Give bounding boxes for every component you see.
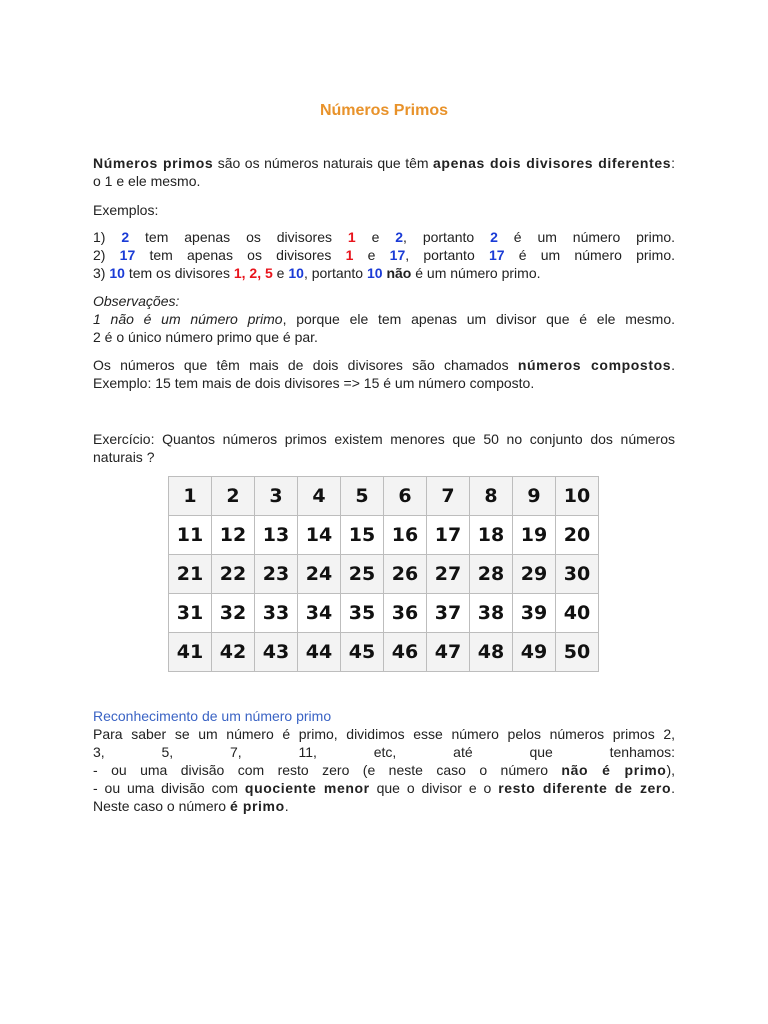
example-2 <box>93 246 675 264</box>
grid-cell: 29 <box>513 555 556 594</box>
grid-cell: 35 <box>341 594 384 633</box>
intro-emphasis: apenas dois divisores diferentes <box>433 155 672 171</box>
recognition-nonzero-remainder: resto diferente de zero <box>498 780 672 796</box>
grid-cell: 8 <box>470 477 513 516</box>
example-2-portanto: , portanto <box>405 247 475 263</box>
recognition-line-5-text: Neste caso o número <box>93 798 227 814</box>
grid-cell: 38 <box>470 594 513 633</box>
intro-paragraph <box>93 154 675 190</box>
grid-cell: 39 <box>513 594 556 633</box>
recognition-heading: Reconhecimento de um número primo <box>93 708 332 724</box>
grid-cell: 33 <box>255 594 298 633</box>
example-3-divisor-b: 10 <box>288 265 304 281</box>
grid-row <box>169 633 599 672</box>
example-1-prefix: 1) <box>93 229 106 245</box>
grid-cell: 18 <box>470 516 513 555</box>
grid-cell: 30 <box>556 555 599 594</box>
grid-cell: 24 <box>298 555 341 594</box>
grid-row <box>169 477 599 516</box>
recognition-lower-quotient: quociente menor <box>244 780 370 796</box>
grid-cell: 45 <box>341 633 384 672</box>
example-1-number-2: 2 <box>490 229 498 245</box>
recognition-line-4 <box>93 779 675 797</box>
page-title: Números Primos <box>319 102 449 119</box>
grid-cell: 43 <box>255 633 298 672</box>
recognition-line-4-end: . <box>671 780 676 796</box>
example-3-negation: não <box>386 265 412 281</box>
example-1-and: e <box>371 229 380 245</box>
grid-cell: 44 <box>298 633 341 672</box>
grid-cell: 4 <box>298 477 341 516</box>
example-3 <box>93 264 675 282</box>
recognition-line-3-text: - ou uma divisão com resto zero (e neste caso o número <box>93 762 548 778</box>
observation-2: 2 é o único número primo que é par. <box>93 329 318 345</box>
grid-cell: 9 <box>513 477 556 516</box>
grid-cell: 40 <box>556 594 599 633</box>
example-2-divisor-a: 1 <box>345 247 354 263</box>
example-2-number-2: 17 <box>488 247 505 263</box>
grid-cell: 28 <box>470 555 513 594</box>
grid-row <box>169 516 599 555</box>
grid-cell: 32 <box>212 594 255 633</box>
grid-cell: 50 <box>556 633 599 672</box>
example-2-and: e <box>367 247 376 263</box>
example-3-conclusion: é um número primo. <box>415 265 541 281</box>
examples-heading: Exemplos: <box>93 202 159 218</box>
composite-term: números compostos <box>517 357 672 373</box>
recognition-is-prime: é primo <box>229 798 285 814</box>
grid-cell: 27 <box>427 555 470 594</box>
example-1-conclusion: é um número primo. <box>513 229 676 245</box>
recognition-line-3-end: ), <box>666 762 675 778</box>
grid-cell: 16 <box>384 516 427 555</box>
grid-cell: 41 <box>169 633 212 672</box>
example-1-text: tem apenas os divisores <box>145 229 332 245</box>
grid-cell: 21 <box>169 555 212 594</box>
example-3-prefix: 3) <box>93 265 106 281</box>
recognition-line-4-mid: que o divisor e o <box>376 780 492 796</box>
example-1-number: 2 <box>121 229 130 245</box>
grid-cell: 6 <box>384 477 427 516</box>
example-2-conclusion: é um número primo. <box>518 247 675 263</box>
observation-1-italic: 1 não é um número primo <box>93 311 283 327</box>
numbers-grid <box>168 476 599 672</box>
example-2-divisor-b: 17 <box>389 247 406 263</box>
grid-cell: 13 <box>255 516 298 555</box>
grid-cell: 31 <box>169 594 212 633</box>
grid-cell: 14 <box>298 516 341 555</box>
example-2-number: 17 <box>119 247 136 263</box>
example-3-text: tem os divisores <box>128 265 230 281</box>
example-1-portanto: , portanto <box>403 229 475 245</box>
grid-cell: 23 <box>255 555 298 594</box>
grid-cell: 49 <box>513 633 556 672</box>
grid-cell: 36 <box>384 594 427 633</box>
recognition-line-2: 3, 5, 7, 11, etc, até que tenhamos: <box>93 744 675 760</box>
example-1-divisor-a: 1 <box>347 229 356 245</box>
grid-row <box>169 594 599 633</box>
example-1 <box>93 228 675 246</box>
grid-cell: 17 <box>427 516 470 555</box>
composite-text: Os números que têm mais de dois divisores são chamados <box>93 357 509 373</box>
grid-cell: 10 <box>556 477 599 516</box>
grid-cell: 42 <box>212 633 255 672</box>
composite-example: Exemplo: 15 tem mais de dois divisores => 15 é um número composto. <box>93 375 535 391</box>
exercise-question: Exercício: Quantos números primos existem menores que 50 no conjunto dos números naturais ? <box>93 431 675 465</box>
observation-1-rest: , porque ele tem apenas um divisor que é ele mesmo. <box>282 311 675 327</box>
grid-cell: 26 <box>384 555 427 594</box>
recognition-line-4-text: - ou uma divisão com <box>93 780 239 796</box>
grid-cell: 2 <box>212 477 255 516</box>
intro-text-2: : o 1 e ele mesmo. <box>93 155 676 189</box>
grid-cell: 34 <box>298 594 341 633</box>
example-3-portanto: , portanto <box>303 265 364 281</box>
grid-cell: 20 <box>556 516 599 555</box>
grid-cell: 47 <box>427 633 470 672</box>
grid-cell: 19 <box>513 516 556 555</box>
intro-text-1: são os números naturais que têm <box>217 155 429 171</box>
grid-cell: 15 <box>341 516 384 555</box>
example-3-and: e <box>276 265 285 281</box>
recognition-line-3 <box>93 761 675 779</box>
grid-cell: 3 <box>255 477 298 516</box>
recognition-line-5 <box>93 797 675 815</box>
example-3-divisors: 1, 2, 5 <box>233 265 273 281</box>
grid-cell: 22 <box>212 555 255 594</box>
example-2-prefix: 2) <box>93 247 106 263</box>
recognition-not-prime: não é primo <box>561 762 667 778</box>
composite-definition <box>93 356 675 374</box>
example-1-divisor-b: 2 <box>395 229 404 245</box>
grid-cell: 7 <box>427 477 470 516</box>
grid-cell: 11 <box>169 516 212 555</box>
grid-cell: 37 <box>427 594 470 633</box>
grid-cell: 1 <box>169 477 212 516</box>
grid-cell: 48 <box>470 633 513 672</box>
observation-1 <box>93 310 675 328</box>
grid-cell: 5 <box>341 477 384 516</box>
composite-period: . <box>671 357 676 373</box>
example-2-text: tem apenas os divisores <box>149 247 332 263</box>
example-3-number: 10 <box>109 265 125 281</box>
grid-cell: 25 <box>341 555 384 594</box>
observations-heading: Observações: <box>93 293 180 309</box>
recognition-line-1: Para saber se um número é primo, dividimos esse número pelos números primos 2, <box>93 726 675 742</box>
intro-term: Números primos <box>93 155 214 171</box>
grid-cell: 46 <box>384 633 427 672</box>
grid-row <box>169 555 599 594</box>
example-3-number-2: 10 <box>366 265 383 281</box>
grid-cell: 12 <box>212 516 255 555</box>
recognition-line-5-end: . <box>284 798 289 814</box>
